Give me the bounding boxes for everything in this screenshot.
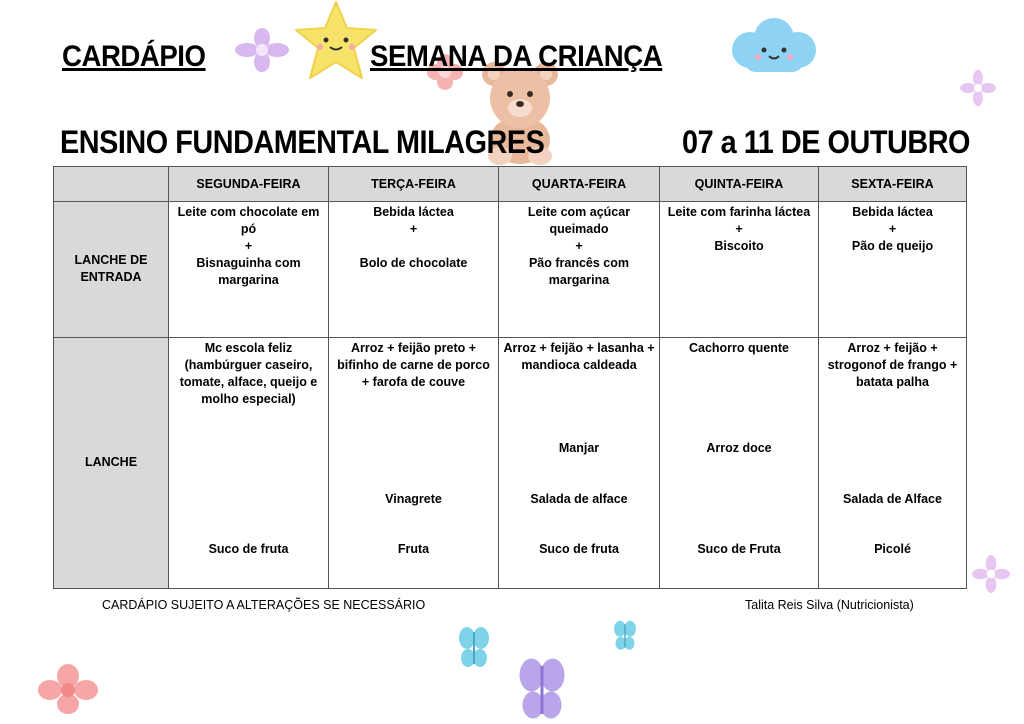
menu-cell	[169, 337, 329, 588]
main-dish: Mc escola feliz (hambúrguer caseiro, tomate, alface, queijo e molho especial)	[179, 340, 318, 406]
menu-cell-text: Leite com chocolate em pó + Bisnaguinha com margarina	[177, 205, 320, 288]
menu-cell	[819, 202, 967, 338]
day-header: TERÇA-FEIRA	[329, 167, 499, 202]
salad: Vinagrete	[385, 491, 442, 506]
butterfly-icon	[458, 626, 490, 670]
menu-cell	[329, 337, 499, 588]
menu-cell	[819, 337, 967, 588]
date-range: 07 a 11 DE OUTUBRO	[682, 124, 970, 160]
salad: Salada de alface	[530, 491, 628, 506]
row-label: LANCHE	[54, 337, 169, 588]
day-header: SEXTA-FEIRA	[819, 167, 967, 202]
menu-cell	[499, 337, 660, 588]
table-header-row	[54, 167, 967, 202]
flower-icon	[960, 70, 996, 106]
drink: Fruta	[397, 541, 430, 556]
main-dish: Arroz + feijão + strogonof de frango + batata palha	[827, 340, 958, 389]
main-dish: Arroz + feijão preto + bifinho de carne de porco + farofa de couve	[337, 340, 490, 389]
nutritionist-signature: Talita Reis Silva (Nutricionista)	[745, 598, 914, 612]
table-row	[54, 202, 967, 338]
main-dish: Cachorro quente	[688, 340, 789, 355]
day-header: QUINTA-FEIRA	[660, 167, 819, 202]
disclaimer-note: CARDÁPIO SUJEITO A ALTERAÇÕES SE NECESSÁRIO	[102, 598, 426, 612]
salad: Salada de Alface	[843, 491, 942, 506]
school-name: ENSINO FUNDAMENTAL MILAGRES	[60, 124, 545, 160]
dessert: Manjar	[558, 440, 600, 455]
butterfly-icon	[518, 656, 566, 724]
flower-icon	[38, 664, 98, 714]
menu-cell	[660, 202, 819, 338]
page-title: CARDÁPIO	[62, 40, 206, 73]
flower-icon	[233, 28, 291, 72]
corner-cell	[54, 167, 169, 202]
menu-cell	[499, 202, 660, 338]
drink: Suco de fruta	[208, 541, 289, 556]
cloud-icon	[724, 12, 824, 82]
drink: Picolé	[874, 541, 911, 556]
butterfly-icon	[612, 620, 638, 652]
menu-cell-text: Leite com açúcar queimado + Pão francês com margarina	[527, 205, 631, 288]
menu-cell	[169, 202, 329, 338]
flower-icon	[972, 555, 1010, 593]
menu-cell-text: Bebida láctea + Pão de queijo	[851, 205, 934, 254]
event-title: SEMANA DA CRIANÇA	[370, 40, 663, 73]
main-dish: Arroz + feijão + lasanha + mandioca caldeada	[503, 340, 655, 372]
dessert: Arroz doce	[706, 440, 772, 455]
star-icon	[292, 0, 380, 82]
row-label: LANCHE DE ENTRADA	[54, 202, 169, 338]
drink: Suco de Fruta	[697, 541, 781, 556]
menu-cell-text: Leite com farinha láctea + Biscoito	[667, 205, 811, 254]
menu-cell	[660, 337, 819, 588]
day-header: QUARTA-FEIRA	[499, 167, 660, 202]
menu-table	[53, 166, 967, 589]
day-header: SEGUNDA-FEIRA	[169, 167, 329, 202]
menu-cell-text: Bebida láctea + Bolo de chocolate	[359, 205, 468, 271]
table-row	[54, 337, 967, 588]
menu-cell	[329, 202, 499, 338]
drink: Suco de fruta	[539, 541, 619, 556]
